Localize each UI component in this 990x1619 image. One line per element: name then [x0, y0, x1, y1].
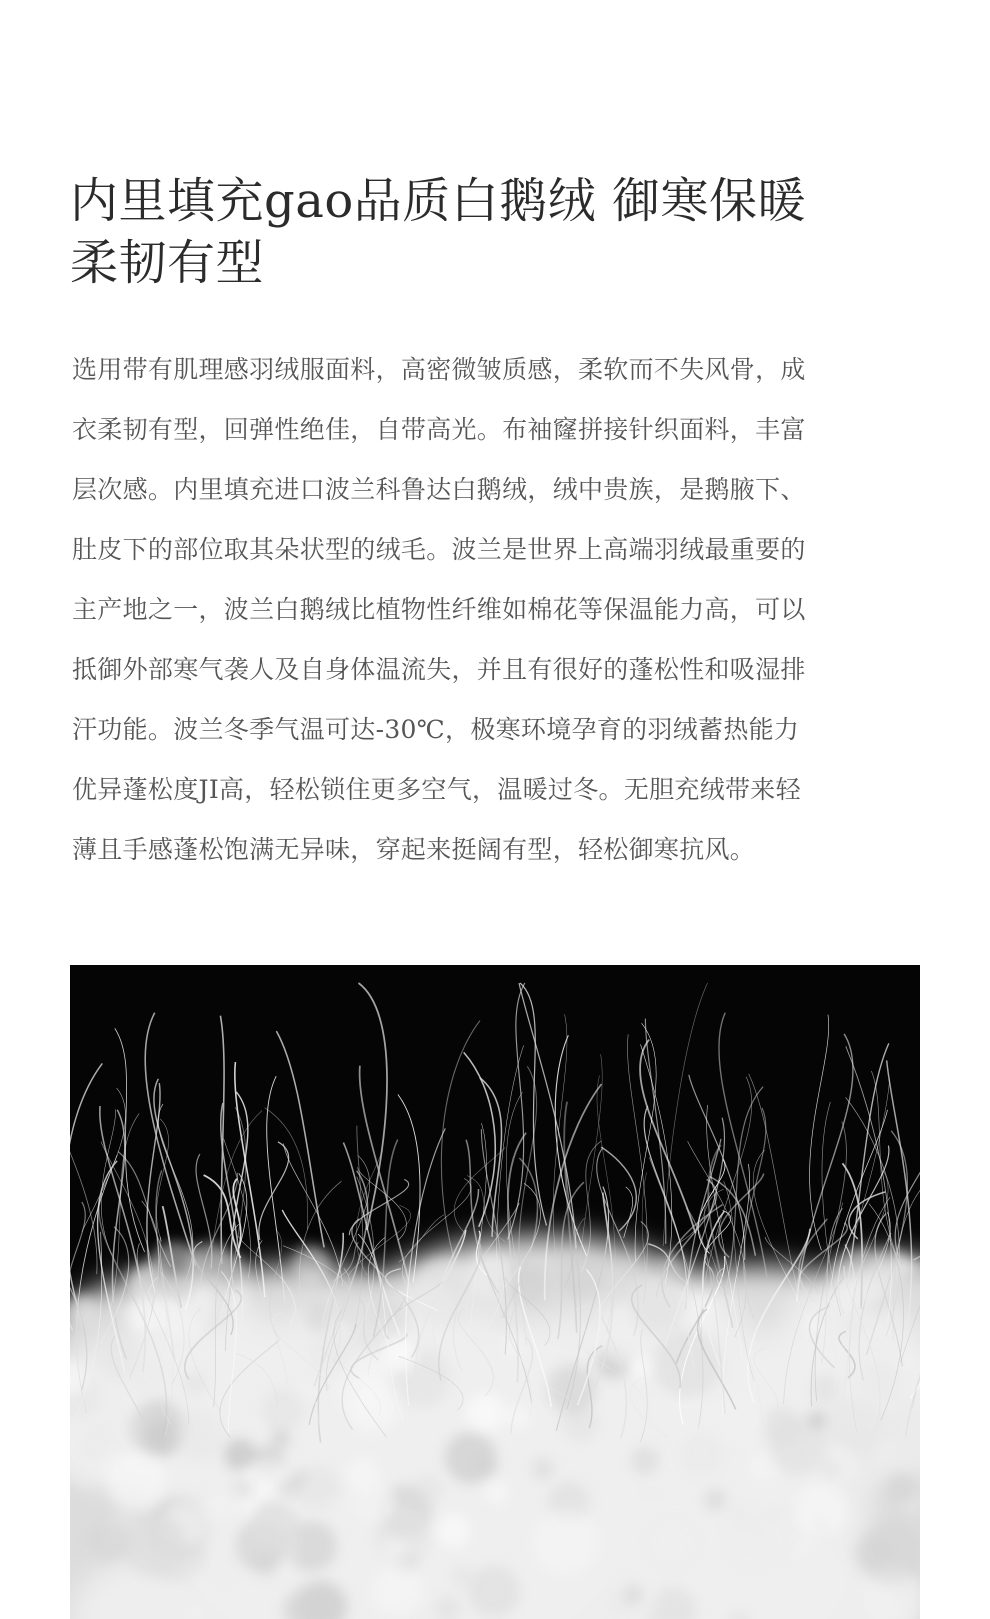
headline-line-1: 内里填充gao品质白鹅绒 御寒保暖	[70, 173, 807, 229]
down-puff	[723, 1511, 780, 1568]
description-line: 薄且手感蓬松饱满无异味，穿起来挺阔有型，轻松御寒抗风。	[72, 835, 756, 864]
down-puff	[532, 1509, 598, 1575]
down-puff	[271, 1429, 290, 1448]
headline-line-2: 柔韧有型	[70, 235, 265, 291]
description-line: 抵御外部寒气袭人及自身体温流失，并且有很好的蓬松性和吸湿排	[72, 655, 806, 684]
down-puff	[532, 1458, 554, 1480]
down-puff	[89, 1520, 131, 1562]
down-puff	[704, 1489, 727, 1512]
down-puff	[607, 1593, 628, 1614]
down-puff	[122, 1513, 186, 1577]
down-puff	[384, 1537, 409, 1562]
down-puff	[846, 1343, 908, 1405]
description-line: 衣柔韧有型，回弹性绝佳，自带高光。布袖窿拼接针织面料，丰富	[72, 415, 806, 444]
down-puff	[277, 1476, 300, 1499]
down-puff	[171, 1412, 221, 1462]
down-puff	[346, 1457, 380, 1491]
down-puff	[807, 1410, 826, 1429]
down-puff	[680, 1433, 723, 1476]
down-puff	[107, 1452, 167, 1512]
headline	[70, 170, 930, 294]
description-line: 肚皮下的部位取其朵状型的绒毛。波兰是世界上高端羽绒最重要的	[72, 535, 806, 564]
down-puff	[294, 1466, 338, 1510]
product-description	[72, 340, 894, 880]
down-puff	[437, 1514, 471, 1548]
description-line: 层次感。内里填充进口波兰科鲁达白鹅绒，绒中贵族，是鹅腋下、	[72, 475, 806, 504]
down-puff	[445, 1432, 496, 1483]
down-puff	[451, 1566, 473, 1588]
down-puff	[633, 1587, 659, 1613]
down-puff	[645, 1516, 699, 1570]
down-puff	[250, 1501, 299, 1550]
goose-down-illustration	[70, 965, 920, 1619]
down-puff	[712, 1393, 764, 1445]
down-puff	[414, 1475, 443, 1504]
description-line: 汗功能。波兰冬季气温可达-30℃，极寒环境孕育的羽绒蓄热能力	[72, 715, 800, 744]
down-puff	[468, 1253, 513, 1298]
down-puff	[292, 1245, 331, 1284]
description-line: 选用带有肌理感羽绒服面料，高密微皱质感，柔软而不失风骨，成	[72, 355, 806, 384]
down-puff	[372, 1565, 424, 1617]
down-puff	[75, 1424, 114, 1463]
down-puff	[203, 1492, 234, 1523]
down-puff	[484, 1481, 508, 1505]
down-puff	[468, 1566, 519, 1617]
down-puff	[307, 1310, 330, 1333]
down-puff	[795, 1483, 849, 1537]
description-line: 优异蓬松度JI高，轻松锁住更多空气，温暖过冬。无胆充绒带来轻	[72, 775, 801, 804]
down-puff	[232, 1477, 254, 1499]
down-puff	[465, 1392, 505, 1432]
down-puff	[887, 1475, 916, 1504]
description-line: 主产地之一，波兰白鹅绒比植物性纤维如棉花等保温能力高，可以	[72, 595, 806, 624]
down-puff	[348, 1385, 398, 1435]
down-puff	[210, 1552, 241, 1583]
down-puff	[147, 1242, 204, 1299]
goose-down-photo	[70, 965, 920, 1619]
down-puff	[631, 1447, 659, 1475]
